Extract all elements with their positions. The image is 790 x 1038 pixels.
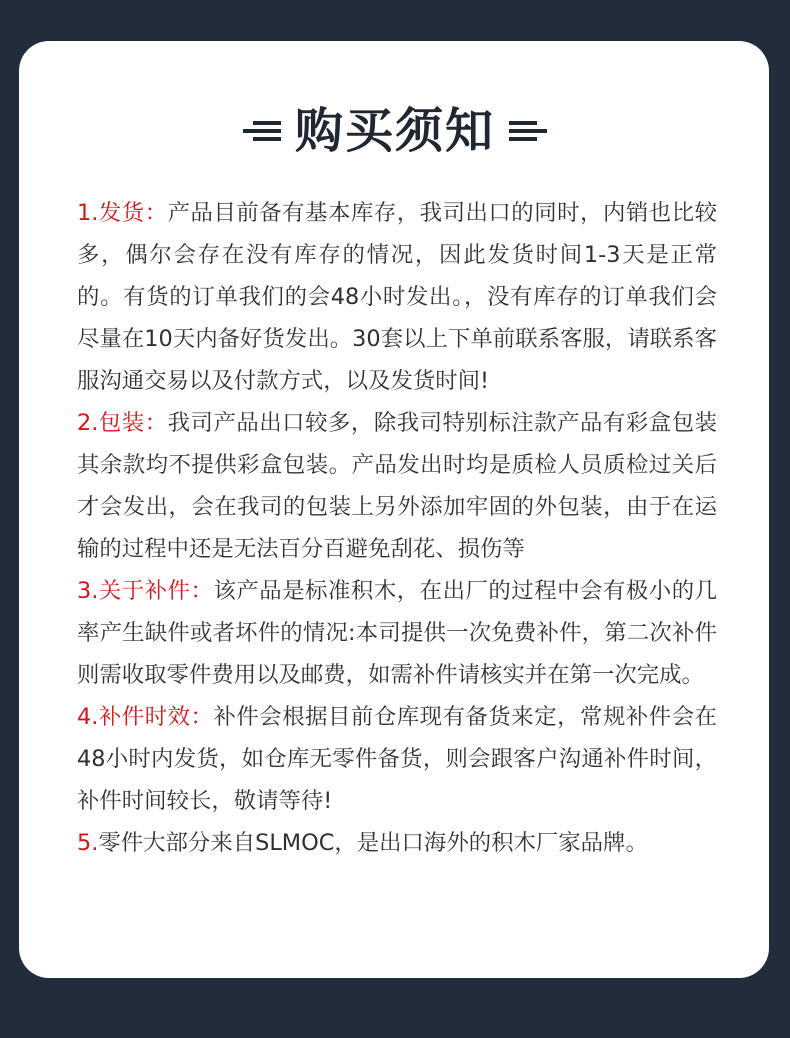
section-label: 4.补件时效： (77, 704, 214, 730)
decoration-bar (253, 137, 281, 141)
title-row (0, 96, 790, 166)
section-label: 5. (77, 830, 99, 856)
section-text: 该产品是标准积木，在出厂的过程中会有极小的几率产生缺件或者坏件的情况:本司提供一次免费补件，第二次补件则需收取零件费用以及邮费，如需补件请核实并在第一次完成。 (77, 578, 717, 688)
section-label: 3.关于补件： (77, 578, 214, 604)
decoration-bar (509, 121, 537, 125)
decoration-bar (509, 137, 537, 141)
section-replacement-timing (77, 696, 717, 822)
section-replacement-parts (77, 570, 717, 696)
section-text: 零件大部分来自SLMOC，是出口海外的积木厂家品牌。 (98, 830, 648, 856)
section-shipping (77, 192, 717, 402)
section-parts-source (77, 822, 717, 864)
page-title: 购买须知 (294, 103, 495, 159)
notice-content (77, 192, 717, 864)
section-label: 2.包装： (77, 410, 168, 436)
section-text: 我司产品出口较多，除我司特别标注款产品有彩盒包装其余款均不提供彩盒包装。产品发出时均是质检人员质检过关后才会发出，会在我司的包装上另外添加牢固的外包装，由于在运输的过程中还是无法百分百避免刮花、损伤等 (77, 410, 717, 562)
title-decoration-right (509, 121, 547, 141)
decoration-bar (253, 121, 281, 125)
decoration-bar (509, 129, 547, 133)
title-decoration-left (243, 121, 281, 141)
decoration-bar (243, 129, 281, 133)
section-packaging (77, 402, 717, 570)
section-label: 1.发货： (77, 200, 168, 226)
section-text: 产品目前备有基本库存，我司出口的同时，内销也比较多，偶尔会存在没有库存的情况，因此发货时间1-3天是正常的。有货的订单我们的会48小时发出。，没有库存的订单我们会尽量在10天内备好货发出。30套以上下单前联系客服，请联系客服沟通交易以及付款方式，以及发货时间! (77, 200, 717, 394)
section-text: 补件会根据目前仓库现有备货来定，常规补件会在48小时内发货，如仓库无零件备货，则会跟客户沟通补件时间，补件时间较长，敬请等待! (77, 704, 717, 814)
